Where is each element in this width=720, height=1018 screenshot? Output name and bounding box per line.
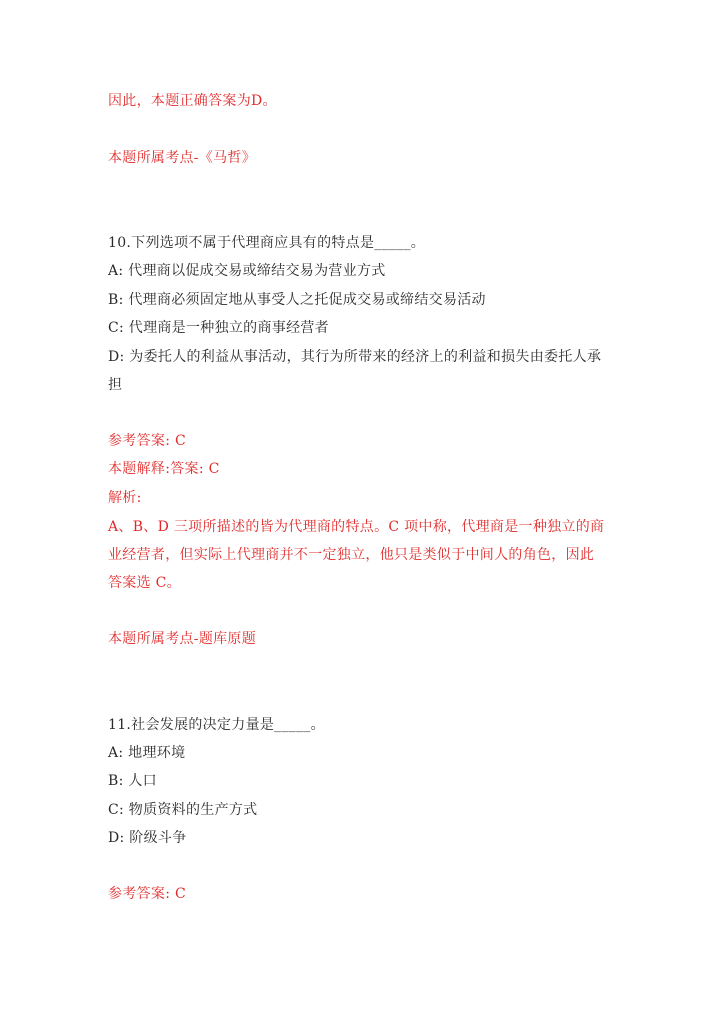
question-10-option-d: D: 为委托人的利益从事活动，其行为所带来的经济上的利益和损失由委托人承 [108, 349, 602, 365]
question-10-stem: 10.下列选项不属于代理商应具有的特点是_____。 [108, 235, 426, 251]
conclusion-text: 因此，本题正确答案为D。 [108, 93, 277, 109]
question-11-option-a: A: 地理环境 [108, 745, 186, 761]
question-10-option-b: B: 代理商必须固定地从事受人之托促成交易或缔结交易活动 [108, 292, 486, 308]
question-11-stem: 11.社会发展的决定力量是_____。 [108, 717, 325, 733]
question-10-option-c: C: 代理商是一种独立的商事经营者 [108, 320, 329, 336]
question-11-option-c: C: 物质资料的生产方式 [108, 802, 258, 818]
question-11-answer: 参考答案: C [108, 886, 186, 902]
question-10-explain-answer: 本题解释:答案: C [108, 461, 220, 477]
question-10-analysis-line-1: A、B、D 三项所描述的皆为代理商的特点。C 项中称，代理商是一种独立的商 [108, 519, 605, 535]
question-10-option-a: A: 代理商以促成交易或缔结交易为营业方式 [108, 263, 386, 279]
question-10-option-d-continued: 担 [108, 377, 123, 393]
question-10-answer: 参考答案: C [108, 433, 186, 449]
question-10-analysis-label: 解析: [108, 490, 142, 506]
question-10-analysis-line-3: 答案选 C。 [108, 575, 181, 591]
topic-text: 本题所属考点-《马哲》 [108, 150, 257, 166]
question-11-option-d: D: 阶级斗争 [108, 830, 187, 846]
question-10-topic: 本题所属考点-题库原题 [108, 631, 257, 647]
question-10-analysis-line-2: 业经营者，但实际上代理商并不一定独立，他只是类似于中间人的角色，因此 [108, 547, 595, 563]
question-11-option-b: B: 人口 [108, 773, 157, 789]
